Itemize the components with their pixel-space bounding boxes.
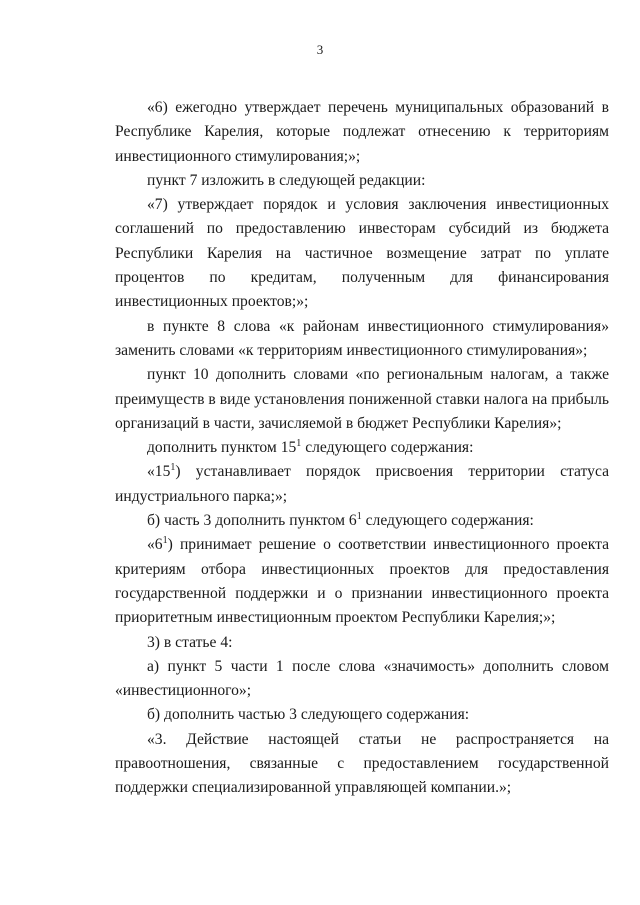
paragraph-text: дополнить пунктом 15 bbox=[147, 439, 297, 457]
paragraph bbox=[115, 436, 609, 460]
paragraph-text: «6 bbox=[147, 536, 163, 554]
paragraph-text: «15 bbox=[147, 463, 171, 481]
superscript: 1 bbox=[162, 535, 168, 547]
paragraph bbox=[115, 460, 609, 509]
document-body bbox=[115, 96, 609, 801]
paragraph-text: следующего содержания: bbox=[301, 439, 474, 457]
paragraph: «3. Действие настоящей статьи не распространяется на правоотношения, связанные с предоставлением государственной поддержки специализированной управляющей компании.»; bbox=[115, 730, 609, 797]
paragraph-text: б) часть 3 дополнить пунктом 6 bbox=[147, 512, 357, 530]
paragraph: пункт 10 дополнить словами «по региональным налогам, а также преимуществ в виде установления пониженной ставки налога на прибыль организаций в части, зачисляемой в бюджет Республики Карелия»; bbox=[115, 366, 609, 432]
paragraph: 3) в статье 4: bbox=[147, 633, 233, 651]
superscript: 1 bbox=[296, 437, 302, 449]
paragraph-text: ) устанавливает порядок присвоения территории статуса индустриального парка;»; bbox=[115, 463, 609, 505]
paragraph-text: ) принимает решение о соответствии инвестиционного проекта критериям отбора инвестиционных проектов для предоставления государственной поддержки и о признании инвестиционного проекта приоритетным инвестиционным проектом Республики Карелия;»; bbox=[115, 536, 609, 627]
paragraph bbox=[115, 533, 609, 630]
paragraph-text: следующего содержания: bbox=[361, 512, 534, 530]
superscript: 1 bbox=[356, 510, 362, 522]
paragraph bbox=[115, 509, 609, 533]
page-number: 3 bbox=[316, 42, 324, 57]
paragraph: пункт 7 изложить в следующей редакции: bbox=[147, 171, 426, 189]
paragraph: в пункте 8 слова «к районам инвестиционного стимулирования» заменить словами «к территориям инвестиционного стимулирования»; bbox=[115, 317, 609, 359]
superscript: 1 bbox=[170, 462, 176, 474]
paragraph: а) пункт 5 части 1 после слова «значимость» дополнить словом «инвестиционного»; bbox=[115, 657, 609, 700]
paragraph: «6) ежегодно утверждает перечень муниципальных образований в Республике Карелия, которые подлежат отнесению к территориям инвестиционного стимулирования;»; bbox=[115, 99, 609, 165]
paragraph: «7) утверждает порядок и условия заключения инвестиционных соглашений по предоставлению инвесторам субсидий из бюджета Республики Карелия на частичное возмещение затрат по уплате процентов по кредитам, полученным для финансирования инвестиционных проектов;»; bbox=[115, 196, 609, 311]
paragraph: б) дополнить частью 3 следующего содержания: bbox=[147, 706, 470, 724]
